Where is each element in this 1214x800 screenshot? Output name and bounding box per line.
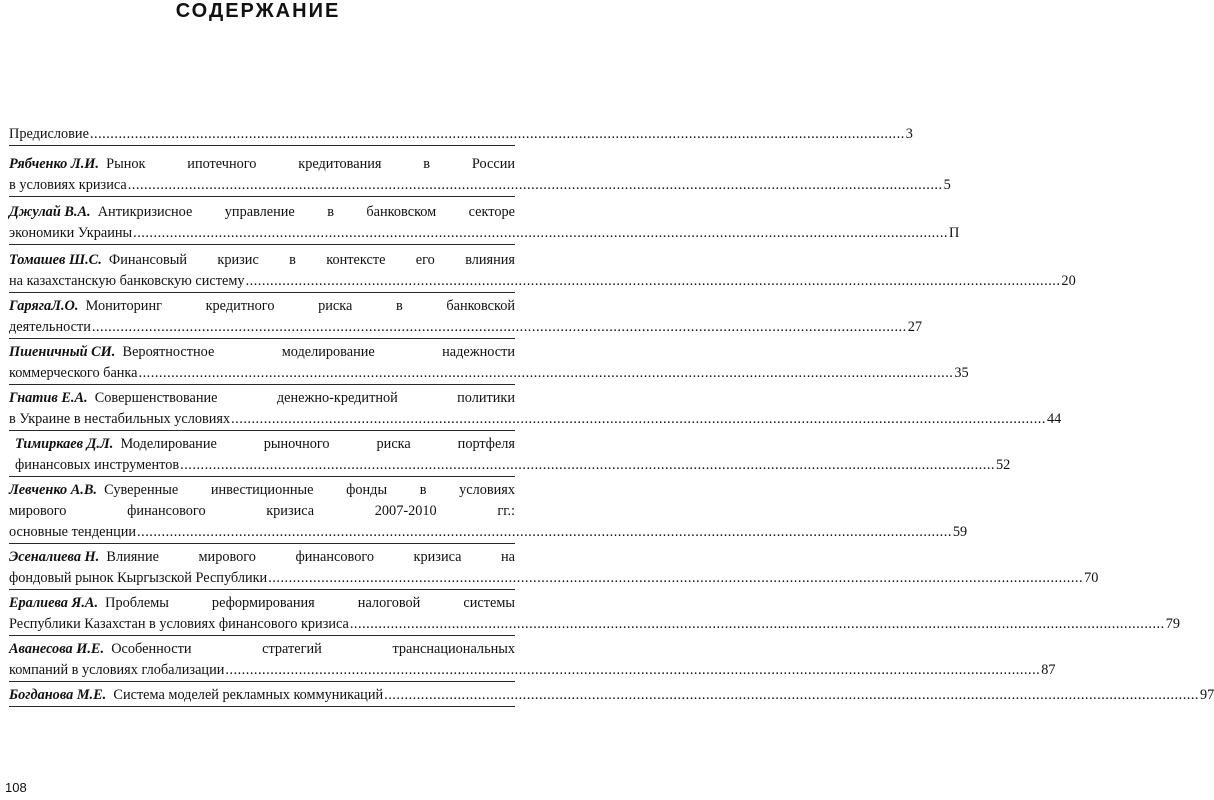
toc-title-line: Республики Казахстан в условиях финансового кризиса	[9, 616, 349, 632]
leader-dots: ........................................................................................................................................................................................................	[138, 365, 954, 381]
leader-dots: ........................................................................................................................................................................................................	[133, 225, 948, 241]
toc-title-line: Моделирование рыночного риска портфеля	[120, 436, 515, 452]
toc-author: Тимиркаев Д.Л.	[15, 436, 114, 452]
toc-author: Рябченко Л.И.	[9, 156, 99, 172]
toc-author: Ералиева Я.А.	[9, 595, 99, 611]
toc-title-line: Система моделей рекламных коммуникаций	[113, 687, 384, 703]
toc-author: ГарягаЛ.О.	[9, 298, 79, 314]
toc-entry	[9, 296, 922, 339]
toc-entry	[9, 388, 1062, 431]
leader-dots: ........................................................................................................................................................................................................	[349, 616, 1165, 632]
leader-dots: ........................................................................................................................................................................................................	[384, 687, 1199, 703]
leader-dots: ........................................................................................................................................................................................................	[268, 570, 1084, 586]
toc-page-number: 27	[907, 319, 922, 335]
toc-author: Эсеналиева Н.	[9, 549, 100, 565]
toc-title-line: в Украине в нестабильных условиях	[9, 411, 231, 427]
toc-title-line: компаний в условиях глобализации	[9, 662, 225, 678]
leader-dots: ........................................................................................................................................................................................................	[231, 411, 1046, 427]
toc-title-line: Финансовый кризис в контексте его влияния	[108, 252, 515, 268]
toc-author: Левченко А.В.	[9, 482, 97, 498]
toc-page-number: 35	[954, 365, 969, 381]
toc-entry	[9, 202, 960, 245]
toc-entry	[9, 250, 1076, 293]
toc-entry	[9, 434, 1011, 477]
toc-title-line: финансовых инструментов	[15, 457, 180, 473]
toc-author: Томашев Ш.С.	[9, 252, 102, 268]
toc-title-line: мирового финансового кризиса 2007-2010 гг.:	[9, 503, 515, 519]
toc-entry	[9, 639, 1056, 682]
toc-title-line: Рынок ипотечного кредитования в России	[106, 156, 515, 172]
toc-author: Аванесова И.Е.	[9, 641, 105, 657]
toc-page-number: 5	[943, 177, 951, 193]
leader-dots: ........................................................................................................................................................................................................	[180, 457, 995, 473]
leader-dots: ........................................................................................................................................................................................................	[137, 524, 952, 540]
toc-page-number: 52	[995, 457, 1011, 473]
page-number: 108	[5, 780, 27, 795]
toc-page-number: 44	[1046, 411, 1062, 427]
toc-title-line: Суверенные инвестиционные фонды в условиях	[104, 482, 515, 498]
toc-entry	[9, 685, 1214, 707]
toc-title-line: Вероятностное моделирование надежности	[122, 344, 515, 360]
toc-title-line: Особенности стратегий транснациональных	[111, 641, 515, 657]
toc-page-number: 79	[1165, 616, 1180, 632]
toc-author: Гнатив Е.А.	[9, 390, 88, 406]
toc-author: Богданова М.Е.	[9, 687, 107, 703]
toc-title-line: Мониторинг кредитного риска в банковской	[85, 298, 515, 314]
toc-entry	[9, 593, 1180, 636]
toc-title-line: Проблемы реформирования налоговой системы	[105, 595, 515, 611]
toc-entry	[9, 480, 968, 544]
toc-title-line: Совершенствование денежно-кредитной политики	[94, 390, 515, 406]
toc-author: Джулай В.А.	[9, 204, 91, 220]
toc-entry	[9, 547, 1099, 590]
toc-entry	[9, 124, 913, 146]
toc-title-line: на казахстанскую банковскую систему	[9, 273, 245, 289]
toc-page-number: 3	[905, 126, 913, 142]
table-of-contents	[9, 124, 1214, 707]
toc-entry	[9, 154, 951, 197]
leader-dots: ........................................................................................................................................................................................................	[127, 177, 943, 193]
toc-page-number: 20	[1061, 273, 1076, 289]
toc-title-line: экономики Украины	[9, 225, 133, 241]
toc-page-number: 97	[1199, 687, 1214, 703]
toc-author: Пшеничный СИ.	[9, 344, 116, 360]
leader-dots: ........................................................................................................................................................................................................	[91, 319, 907, 335]
toc-title-line: фондовый рынок Кыргызской Республики	[9, 570, 268, 586]
toc-page-number: 87	[1041, 662, 1056, 678]
toc-title-line: Влияние мирового финансового кризиса на	[106, 549, 515, 565]
leader-dots: ........................................................................................................................................................................................................	[245, 273, 1061, 289]
page-title: СОДЕРЖАНИЕ	[175, 0, 341, 22]
toc-title-line: основные тенденции	[9, 524, 137, 540]
toc-title-line: деятельности	[9, 319, 91, 335]
toc-entry	[9, 342, 969, 385]
toc-title-line: коммерческого банка	[9, 365, 138, 381]
toc-page-number: П	[948, 225, 960, 241]
leader-dots: ........................................................................................................................................................................................................	[225, 662, 1041, 678]
toc-title-line: в условиях кризиса	[9, 177, 127, 193]
toc-page-number: 59	[952, 524, 968, 540]
toc-title-line: Антикризисное управление в банковском секторе	[97, 204, 515, 220]
leader-dots: ........................................................................................................................................................................................................	[89, 126, 905, 142]
toc-page-number: 70	[1084, 570, 1099, 586]
toc-title-line: Предисловие	[9, 126, 89, 142]
